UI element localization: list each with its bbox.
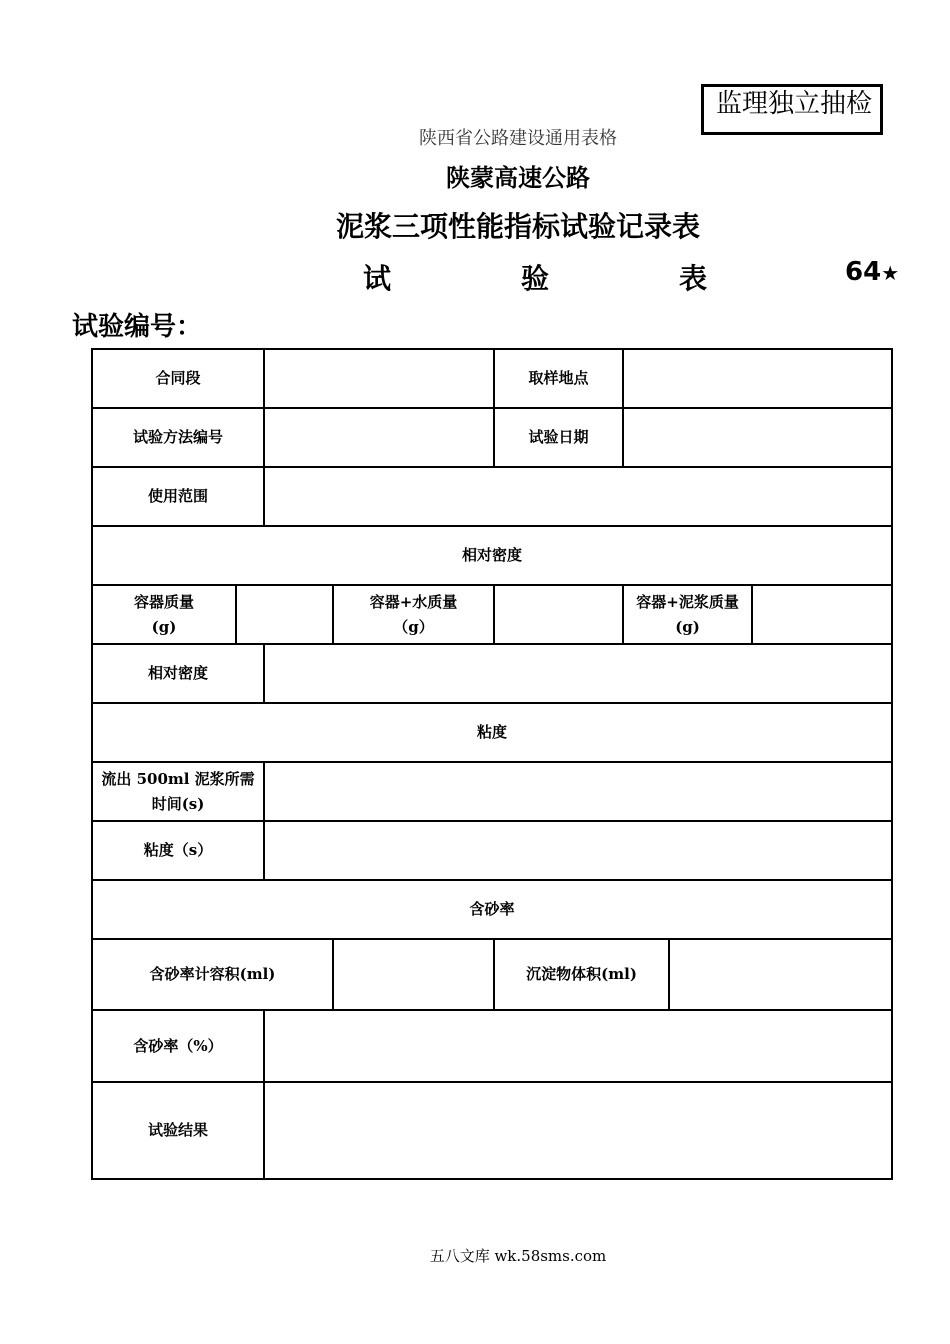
table-row: [92, 1082, 892, 1179]
flow-time-label: [92, 762, 264, 821]
form-subtitle: 陕西省公路建设通用表格: [419, 128, 617, 149]
sediment-volume-label: 沉淀物体积(ml): [494, 939, 669, 1010]
table-row: [92, 703, 892, 762]
table-number-value: 64: [845, 257, 882, 287]
record-form-table: [91, 348, 893, 1180]
test-result-label: 试验结果: [92, 1082, 264, 1179]
test-date-field[interactable]: [623, 408, 892, 467]
density-section-header: 相对密度: [92, 526, 892, 585]
container-water-label-line1: 容器+水质量: [369, 592, 458, 611]
sand-content-field[interactable]: [264, 1010, 892, 1082]
table-row: [92, 939, 892, 1010]
sampling-location-field[interactable]: [623, 349, 892, 408]
relative-density-label: 相对密度: [92, 644, 264, 703]
table-type-char-2: 验: [521, 262, 550, 295]
sampling-location-label: 取样地点: [494, 349, 623, 408]
sand-meter-volume-field[interactable]: [333, 939, 494, 1010]
flow-time-label-line2: 时间(s): [151, 794, 205, 813]
method-no-label: 试验方法编号: [92, 408, 264, 467]
stamp-text: 监理独立抽检: [716, 89, 873, 119]
container-mass-label: [92, 585, 236, 644]
container-slurry-label-line1: 容器+泥浆质量: [636, 592, 739, 611]
scope-field[interactable]: [264, 467, 892, 526]
relative-density-field[interactable]: [264, 644, 892, 703]
table-type-char-3: 表: [679, 262, 708, 295]
table-row: [92, 821, 892, 880]
container-slurry-field[interactable]: [752, 585, 892, 644]
table-row: [92, 349, 892, 408]
project-title: 陕蒙高速公路: [446, 164, 590, 192]
star-icon: ★: [881, 261, 900, 285]
table-row: [92, 762, 892, 821]
viscosity-label: 粘度（s）: [92, 821, 264, 880]
table-row: [92, 408, 892, 467]
test-date-label: 试验日期: [494, 408, 623, 467]
container-slurry-label: [623, 585, 752, 644]
container-mass-field[interactable]: [236, 585, 333, 644]
footer-watermark: 五八文库 wk.58sms.com: [429, 1247, 607, 1265]
container-mass-label-line1: 容器质量: [133, 592, 194, 611]
table-row: [92, 467, 892, 526]
sand-content-label: 含砂率（%）: [92, 1010, 264, 1082]
test-number-label: 试验编号：: [72, 312, 203, 342]
container-water-field[interactable]: [494, 585, 623, 644]
table-number: [845, 257, 899, 287]
sand-section-header: 含砂率: [92, 880, 892, 939]
flow-time-field[interactable]: [264, 762, 892, 821]
container-slurry-label-line2: (g): [675, 617, 700, 636]
container-water-label-line2: （g）: [393, 617, 434, 636]
flow-time-label-line1: 流出 500ml 泥浆所需: [101, 769, 255, 788]
sediment-volume-field[interactable]: [669, 939, 892, 1010]
method-no-field[interactable]: [264, 408, 494, 467]
viscosity-field[interactable]: [264, 821, 892, 880]
table-row: [92, 880, 892, 939]
table-row: [92, 585, 892, 644]
table-row: [92, 1010, 892, 1082]
viscosity-section-header: 粘度: [92, 703, 892, 762]
table-type-char-1: 试: [363, 262, 392, 295]
container-water-label: [333, 585, 494, 644]
container-mass-label-line2: (g): [151, 617, 177, 636]
table-row: [92, 644, 892, 703]
test-result-field[interactable]: [264, 1082, 892, 1179]
scope-label: 使用范围: [92, 467, 264, 526]
sand-meter-volume-label: 含砂率计容积(ml): [92, 939, 333, 1010]
table-row: [92, 526, 892, 585]
page-title: 泥浆三项性能指标试验记录表: [335, 210, 700, 243]
contract-section-field[interactable]: [264, 349, 494, 408]
contract-section-label: 合同段: [92, 349, 264, 408]
